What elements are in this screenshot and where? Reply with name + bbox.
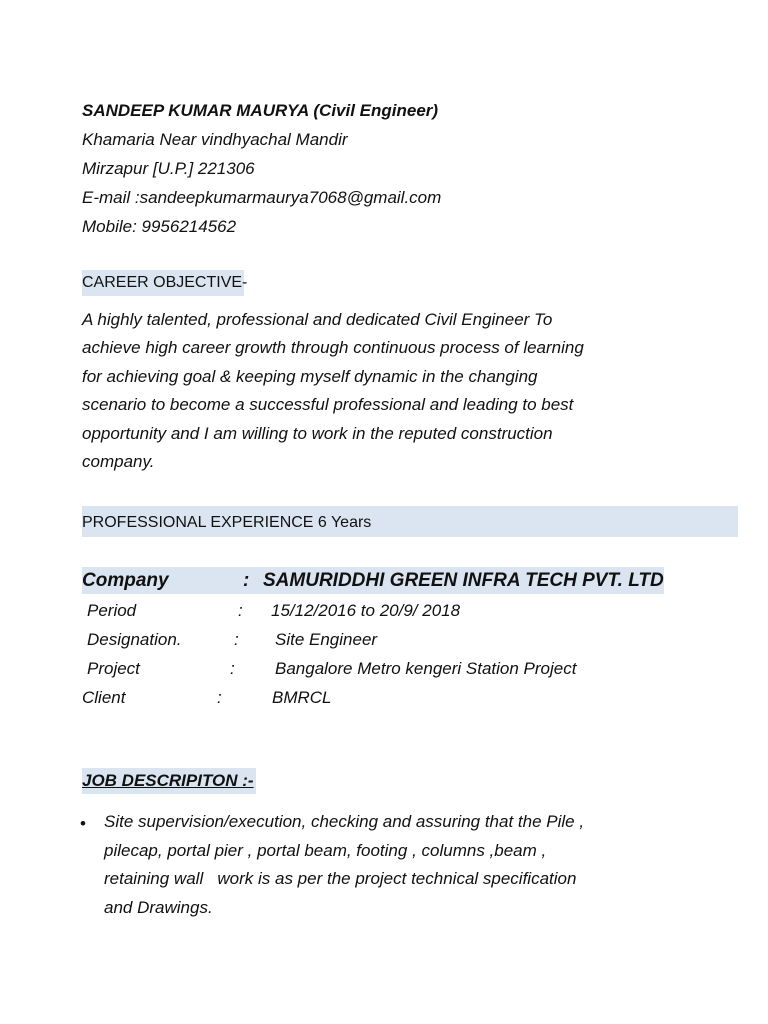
career-objective-heading-text: CAREER OBJECTIVE- <box>82 274 248 291</box>
client-label: Client <box>82 688 126 707</box>
address-line-2: Mirzapur [U.P.] 221306 <box>82 159 255 178</box>
career-line: achieve high career growth through continuous process of learning <box>82 338 584 358</box>
designation-separator: : <box>234 630 239 649</box>
career-line: scenario to become a successful professional and leading to best <box>82 395 574 415</box>
job-description-bullet <box>104 808 664 922</box>
job-description-heading: JOB DESCRIPITON :- <box>82 768 256 794</box>
email-line: E-mail :sandeepkumarmaurya7068@gmail.com <box>82 188 442 207</box>
career-line: A highly talented, professional and dedicated Civil Engineer To <box>82 310 553 329</box>
career-line: for achieving goal & keeping myself dynamic in the changing <box>82 366 538 386</box>
project-separator: : <box>230 659 235 678</box>
bullet-icon: • <box>80 814 86 833</box>
bullet-line: and Drawings. <box>104 897 213 917</box>
experience-heading-text: PROFESSIONAL EXPERIENCE 6 Years <box>82 514 372 531</box>
designation-value: Site Engineer <box>275 630 378 649</box>
period-separator: : <box>238 601 243 620</box>
experience-heading <box>82 506 738 537</box>
client-separator: : <box>217 688 222 707</box>
company-label: Company <box>82 570 169 591</box>
candidate-name: SANDEEP KUMAR MAURYA (Civil Engineer) <box>82 101 439 120</box>
career-line: company. <box>82 452 155 472</box>
career-line: opportunity and I am willing to work in the reputed construction <box>82 423 553 443</box>
bullet-line: Site supervision/execution, checking and assuring that the Pile , <box>104 812 585 831</box>
period-value: 15/12/2016 to 20/9/ 2018 <box>271 601 461 620</box>
period-label: Period <box>87 601 137 620</box>
bullet-line: retaining wall work is as per the project technical specification <box>104 869 577 888</box>
address-line-1: Khamaria Near vindhyachal Mandir <box>82 130 348 149</box>
client-value: BMRCL <box>272 688 332 707</box>
project-label: Project <box>87 659 140 678</box>
project-value: Bangalore Metro kengeri Station Project <box>275 659 577 678</box>
mobile-line: Mobile: 9956214562 <box>82 217 237 236</box>
designation-label: Designation. <box>87 630 182 649</box>
company-row <box>82 567 664 594</box>
company-separator: : <box>243 570 250 591</box>
career-objective-heading <box>82 270 248 296</box>
career-objective-paragraph <box>82 306 642 476</box>
bullet-line: pilecap, portal pier , portal beam, footing , columns ,beam , <box>104 840 547 860</box>
company-value: SAMURIDDHI GREEN INFRA TECH PVT. LTD <box>263 570 664 591</box>
